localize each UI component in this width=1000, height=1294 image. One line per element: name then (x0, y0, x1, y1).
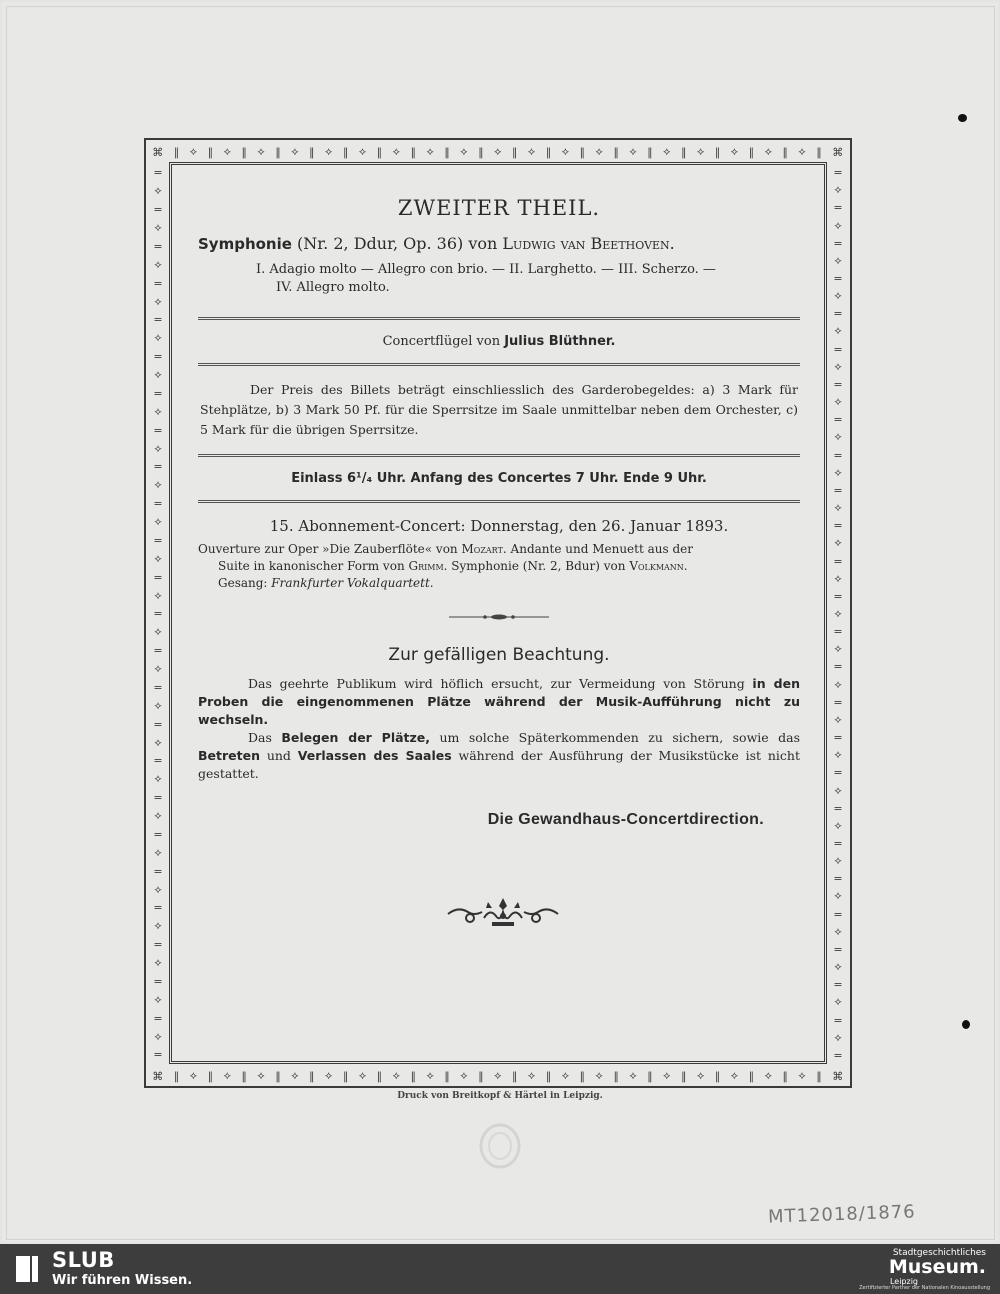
footer-bar (0, 1244, 1000, 1294)
library-name: SLUB (52, 1248, 115, 1272)
notice-heading: Zur gefälligen Beachtung. (388, 645, 610, 665)
movements-line-2: IV. Allegro molto. (276, 280, 390, 295)
piano-maker: Julius Blüthner. (504, 334, 616, 349)
floral-ornament (444, 892, 562, 936)
section-title: ZWEITER THEIL. (397, 196, 601, 220)
border-ornament-left: = ⟡ = ⟡ = ⟡ = ⟡ = ⟡ = ⟡ = ⟡ = ⟡ = ⟡ = ⟡ = ⟡ = ⟡ = ⟡ = ⟡ = ⟡ = ⟡ = ⟡ = ⟡ = ⟡ = ⟡ = ⟡ = ⟡ = ⟡ = ⟡ = (153, 166, 163, 1062)
border-ornament-right: = ⟡ = ⟡ = ⟡ = ⟡ = ⟡ = ⟡ = ⟡ = ⟡ = ⟡ = ⟡ = ⟡ = ⟡ = ⟡ = ⟡ = ⟡ = ⟡ = ⟡ = ⟡ = ⟡ = ⟡ = ⟡ = ⟡ = ⟡ = ⟡ = ⟡ = (833, 166, 843, 1062)
symphony-details: (Nr. 2, Ddur, Op. 36) von (297, 234, 498, 253)
programme-text: Suite in kanonischer Form von (218, 559, 405, 573)
double-rule (198, 317, 800, 320)
symphony-composer: Ludwig van Beethoven. (502, 234, 675, 253)
movements-line-1: I. Adagio molto — Allegro con brio. — II. Larghetto. — III. Scherzo. — (256, 262, 716, 277)
museum-city: Leipzig (889, 1277, 918, 1286)
programme-text: Ouverture zur Oper »Die Zauberflöte« von (198, 542, 458, 556)
notice-text-plain: Das geehrte Publikum wird höflich ersucht, zur Vermeidung von Störung (248, 676, 745, 691)
notice-text-bold: Betreten (198, 748, 260, 763)
singers-name: Frankfurter Vokalquartett. (271, 576, 434, 590)
library-tagline: Wir führen Wissen. (52, 1273, 193, 1288)
programme-text: Gesang: (218, 576, 268, 590)
printer-imprint: Druck von Breitkopf & Härtel in Leipzig. (397, 1091, 603, 1101)
small-divider-ornament (198, 606, 800, 625)
signature: Die Gewandhaus-Concertdirection. (487, 811, 764, 828)
next-concert-date: 15. Abonnement-Concert: Donnerstag, den 26. Januar 1893. (269, 517, 729, 535)
next-concert-programme (198, 541, 800, 592)
programme-content (198, 196, 800, 829)
museum-name: Museum. (888, 1256, 986, 1278)
notice-text (198, 675, 800, 783)
composer-name: Mozart. (461, 542, 507, 556)
composer-name: Volkmann. (629, 559, 688, 573)
notice-text-bold: in den Proben die eingenommenen Plätze während der Musik-Aufführung nicht zu wechseln. (198, 676, 800, 727)
ink-spot (958, 114, 967, 122)
ink-spot (962, 1020, 970, 1029)
notice-text-bold: Verlassen des Saales (297, 748, 452, 763)
notice-paragraph-2 (198, 729, 800, 783)
symphony-label: Symphonie (198, 235, 292, 253)
programme-text: Andante und Menuett aus der (510, 542, 693, 556)
border-ornament-bottom: ⌘ ∥ ⟡ ∥ ⟡ ∥ ⟡ ∥ ⟡ ∥ ⟡ ∥ ⟡ ∥ ⟡ ∥ ⟡ ∥ ⟡ ∥ ⟡ ∥ ⟡ ∥ ⟡ ∥ ⟡ ∥ ⟡ ∥ ⟡ ∥ ⟡ ∥ ⟡ ∥ ⟡ ∥ ⟡ ∥ ⌘ (152, 1069, 844, 1083)
symphony-movements (198, 261, 800, 297)
notice-text-plain: Das (248, 730, 272, 745)
slub-logo-icon (12, 1252, 42, 1290)
piano-credit (198, 334, 800, 349)
double-rule (198, 500, 800, 503)
museum-certification: Zertifizierter Partner der Nationalen Kinoausstellung (859, 1285, 990, 1291)
piano-prefix: Concertflügel von (382, 334, 501, 349)
border-ornament-top: ⌘ ∥ ⟡ ∥ ⟡ ∥ ⟡ ∥ ⟡ ∥ ⟡ ∥ ⟡ ∥ ⟡ ∥ ⟡ ∥ ⟡ ∥ ⟡ ∥ ⟡ ∥ ⟡ ∥ ⟡ ∥ ⟡ ∥ ⟡ ∥ ⟡ ∥ ⟡ ∥ ⟡ ∥ ⟡ ∥ ⌘ (152, 145, 844, 159)
composer-name: Grimm. (408, 559, 448, 573)
notice-text-plain: und (266, 748, 291, 763)
notice-text-bold: Belegen der Plätze, (281, 730, 431, 745)
double-rule (198, 363, 800, 366)
symphony-line (198, 234, 800, 253)
notice-text-plain: um solche Späterkommenden zu sichern, sowie das (439, 730, 800, 745)
double-rule (198, 454, 800, 457)
programme-text: Symphonie (Nr. 2, Bdur) von (451, 559, 626, 573)
notice-text-plain: während der Ausführung der Musikstücke ist nicht gestattet. (198, 748, 800, 781)
programme-continuation (198, 558, 800, 592)
library-stamp-emboss (478, 1122, 522, 1174)
shelfmark: MT12018/1876 (767, 1201, 916, 1228)
ticket-prices: Der Preis des Billets beträgt einschliesslich des Garderobegeldes: a) 3 Mark für Stehplätze, b) 3 Mark 50 Pf. für die Sperrsitze im Saale unmittelbar neben dem Orchester, c) 5 Mark für die übrigen Sperrsitze. (200, 382, 798, 437)
admission-times: Einlass 6¹/₄ Uhr. Anfang des Concertes 7 Uhr. Ende 9 Uhr. (291, 471, 707, 486)
museum-label: Stadtgeschichtliches (892, 1248, 986, 1258)
notice-paragraph-1 (198, 675, 800, 729)
